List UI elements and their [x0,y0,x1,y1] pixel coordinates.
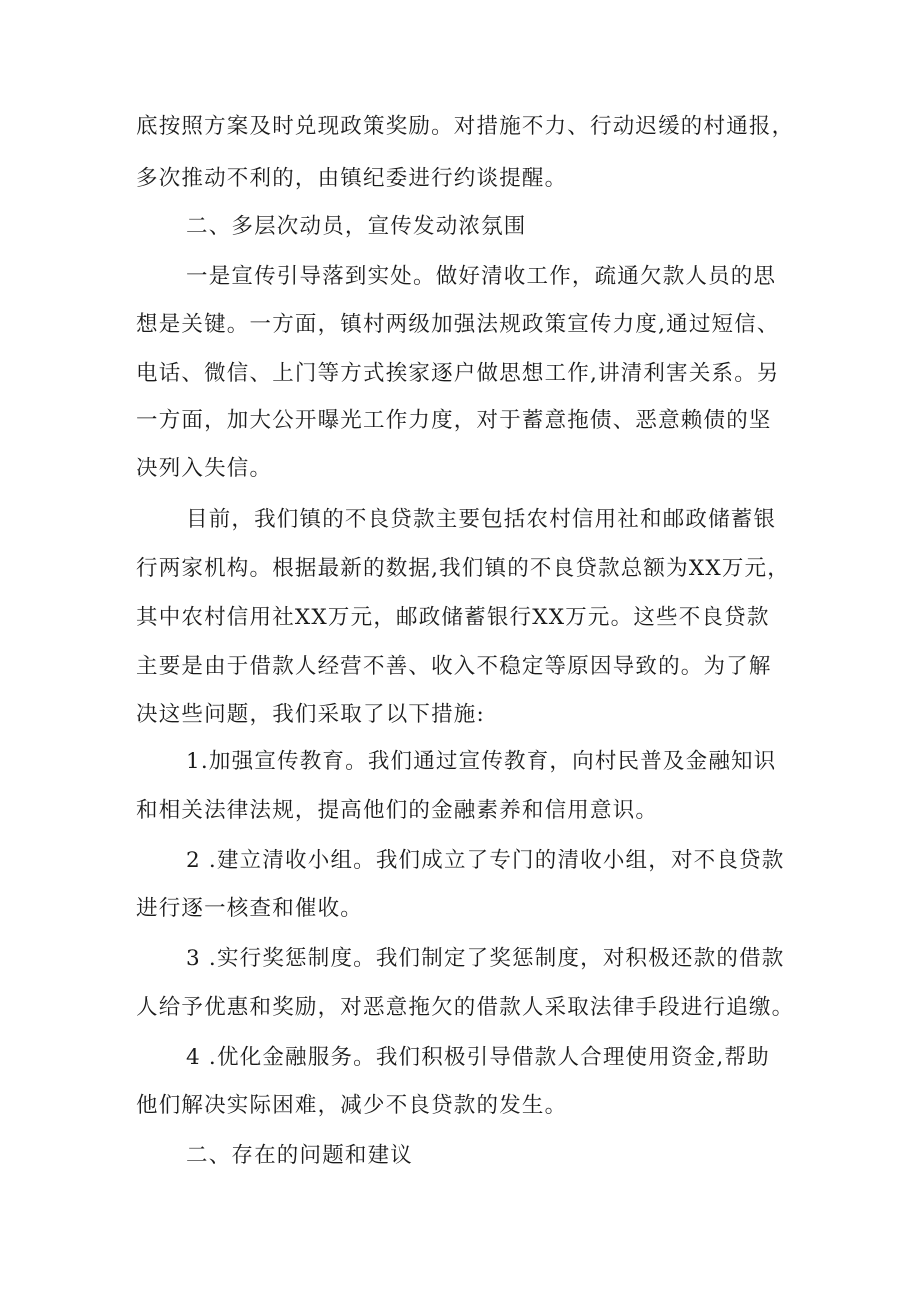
list-item: 3 .实行奖惩制度。我们制定了奖惩制度，对积极还款的借款 [186,946,785,971]
text-line: 电话、微信、上门等方式挨家逐户做思想工作,讲清利害关系。另 [136,361,780,386]
text-line: 进行逐一核查和催收。 [136,896,364,921]
text-line: 想是关键。一方面，镇村两级加强法规政策宣传力度,通过短信、 [136,312,780,337]
text-line: 多次推动不利的，由镇纪委进行约谈提醒。 [136,166,568,191]
text-line: 一是宣传引导落到实处。做好清收工作，疏通欠款人员的思 [186,264,777,289]
list-item: 4 .优化金融服务。我们积极引导借款人合理使用资金,帮助 [186,1045,770,1070]
text-line: 一方面，加大公开曝光工作力度，对于蓄意拖债、恶意赖债的坚 [136,408,772,433]
section-heading: 二、存在的问题和建议 [186,1143,414,1168]
text-line: 决这些问题，我们采取了以下措施: [136,702,485,727]
text-line: 人给予优惠和奖励，对恶意拖欠的借款人采取法律手段进行追缴。 [136,995,795,1020]
text-line: 和相关法律法规，提高他们的金融素养和信用意识。 [136,798,659,823]
text-line: 决列入失信。 [136,456,273,481]
text-line: 目前，我们镇的不良贷款主要包括农村信用社和邮政储蓄银 [186,507,777,532]
list-item: 1.加强宣传教育。我们通过宣传教育，向村民普及金融知识 [186,749,777,774]
text-line: 主要是由于借款人经营不善、收入不稳定等原因导致的。为了解 [136,654,772,679]
text-line: 他们解决实际困难，减少不良贷款的发生。 [136,1093,568,1118]
section-heading: 二、多层次动员，宣传发动浓氛围 [186,214,527,239]
text-line: 行两家机构。根据最新的数据,我们镇的不良贷款总额为XX万元， [136,556,790,581]
list-item: 2 .建立清收小组。我们成立了专门的清收小组，对不良贷款 [186,848,785,873]
text-line: 其中农村信用社XX万元，邮政储蓄银行XX万元。这些不良贷款 [136,605,770,630]
text-line: 底按照方案及时兑现政策奖励。对措施不力、行动迟缓的村通报， [136,114,795,139]
